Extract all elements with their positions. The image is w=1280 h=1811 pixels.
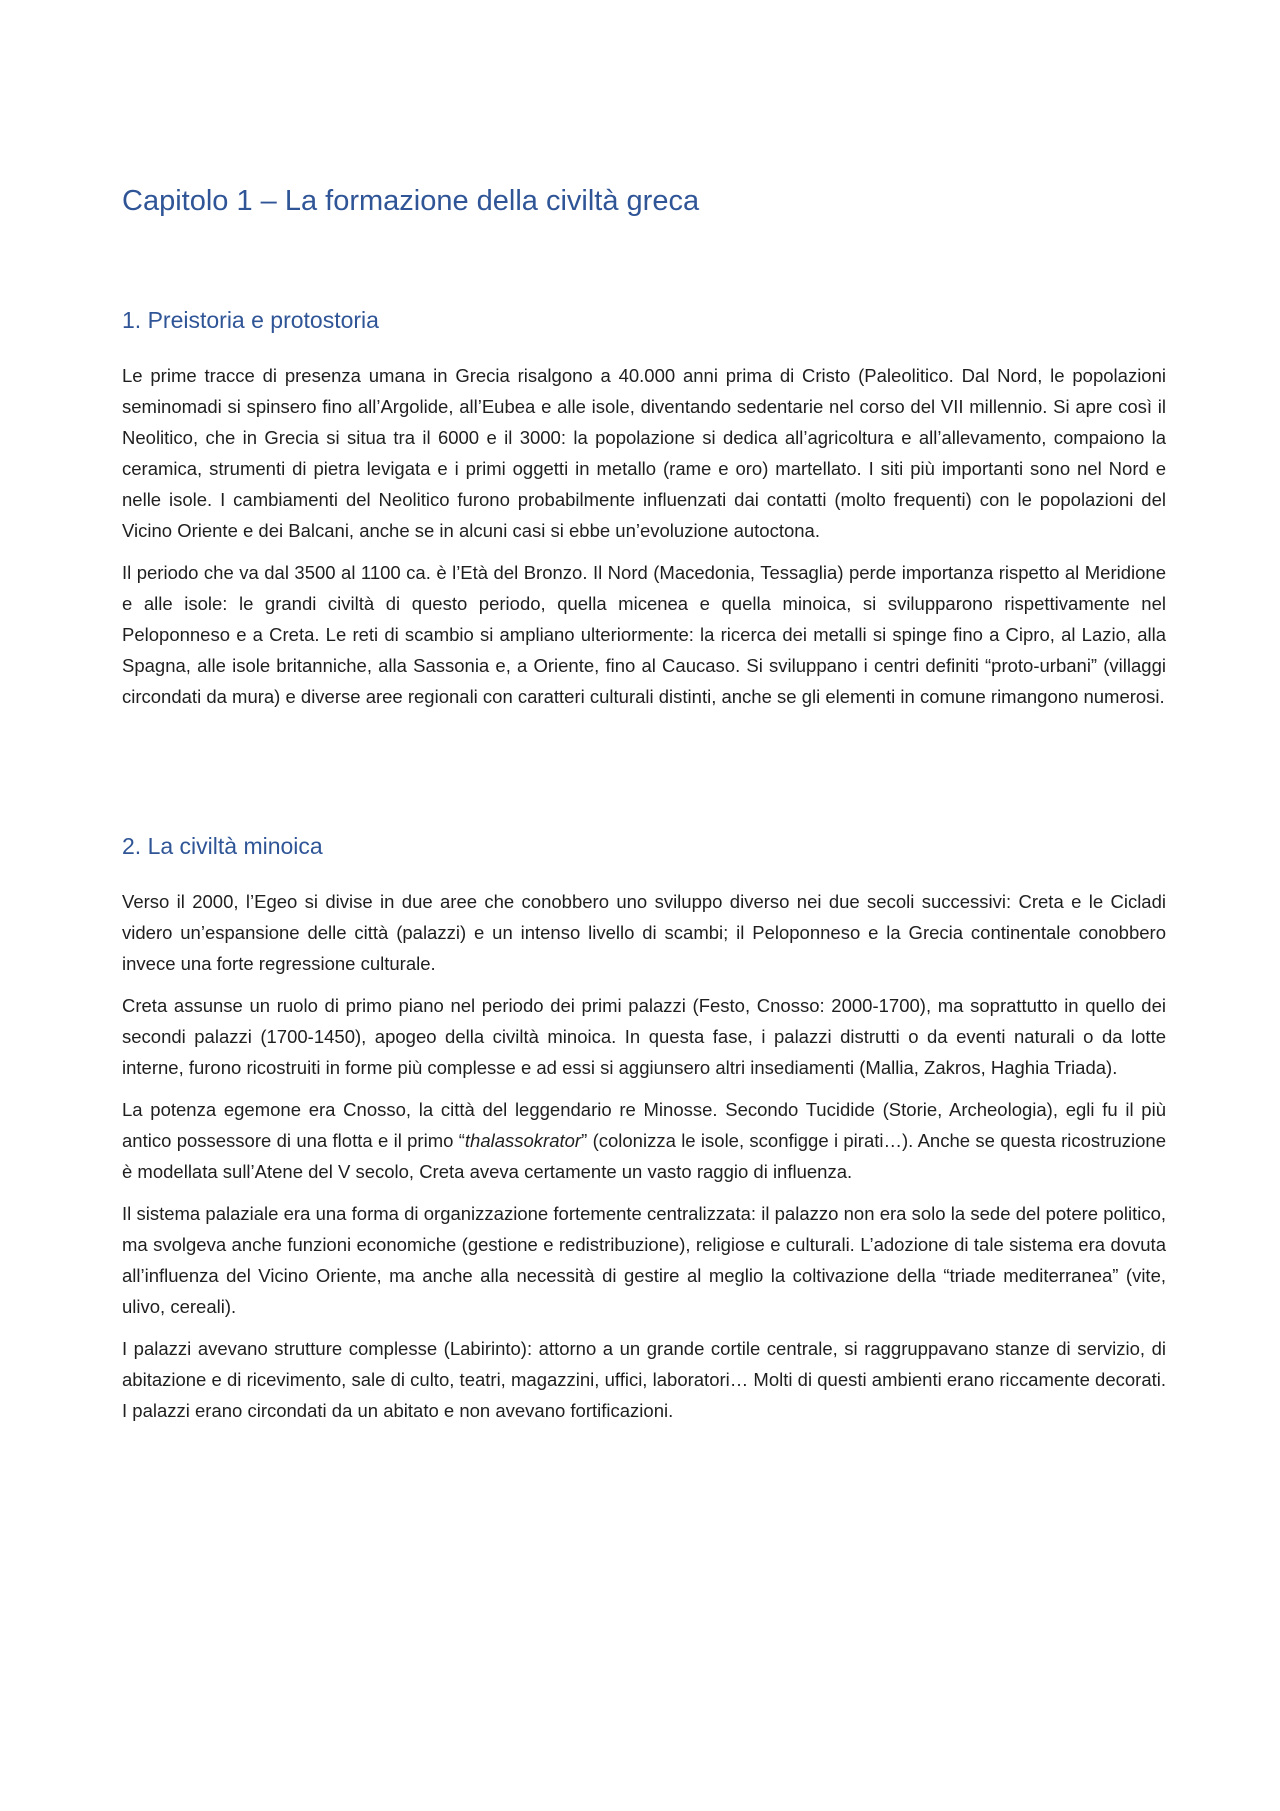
paragraph: I palazzi avevano strutture complesse (Labirinto): attorno a un grande cortile centrale, si raggruppavano stanze di servizio, di abitazione e di ricevimento, sale di culto, teatri, magazzini, uffici, laboratori… Molti di questi ambienti erano riccamente decorati. I palazzi erano circondati da un abitato e non avevano fortificazioni. [122,1338,1166,1421]
paragraph-text: La potenza egemone era Cnosso, la città del leggendario re Minosse. Secondo Tucidide (Storie, Archeologia), egli fu il più antico possessore di una flotta e il primo “ [122,1099,1166,1151]
paragraph [122,1094,1166,1187]
paragraph: Le prime tracce di presenza umana in Grecia risalgono a 40.000 anni prima di Cristo (Paleolitico. Dal Nord, le popolazioni seminomadi si spinsero fino all’Argolide, all’Eubea e alle isole, diventando sedentarie nel corso del VII millennio. Si apre così il Neolitico, che in Grecia si situa tra il 6000 e il 3000: la popolazione si dedica all’agricoltura e all’allevamento, compaiono la ceramica, strumenti di pietra levigata e i primi oggetti in metallo (rame e oro) martellato. I siti più importanti sono nel Nord e nelle isole. I cambiamenti del Neolitico furono probabilmente influenzati dai contatti (molto frequenti) con le popolazioni del Vicino Oriente e dei Balcani, anche se in alcuni casi si ebbe un’evoluzione autoctona. [122,365,1166,541]
chapter-title: Capitolo 1 – La formazione della civiltà greca [122,185,700,217]
section-civilta-minoica [122,826,1166,1426]
section-title: 1. Preistoria e protostoria [122,307,379,333]
paragraph: Il periodo che va dal 3500 al 1100 ca. è l’Età del Bronzo. Il Nord (Macedonia, Tessaglia) perde importanza rispetto al Meridione e alle isole: le grandi civiltà di questo periodo, quella micenea e quella minoica, si svilupparono rispettivamente nel Peloponneso e a Creta. Le reti di scambio si ampliano ulteriormente: la ricerca dei metalli si spinge fino a Cipro, al Lazio, alla Spagna, alle isole britanniche, alla Sassonia e, a Oriente, fino al Caucaso. Si sviluppano i centri definiti “proto-urbani” (villaggi circondati da mura) e diverse aree regionali con caratteri culturali distinti, anche se gli elementi in comune rimangono numerosi. [122,562,1166,707]
paragraph: Il sistema palaziale era una forma di organizzazione fortemente centralizzata: il palazzo non era solo la sede del potere politico, ma svolgeva anche funzioni economiche (gestione e redistribuzione), religiose e culturali. L’adozione di tale sistema era dovuta all’influenza del Vicino Oriente, ma anche alla necessità di gestire al meglio la coltivazione della “triade mediterranea” (vite, ulivo, cereali). [122,1203,1166,1317]
paragraph-text: ” (colonizza le isole, sconfigge i pirati…). Anche se questa ricostruzione è modellata sull’Atene del V secolo, Creta aveva certamente un vasto raggio di influenza. [122,1130,1166,1182]
document-body [122,176,1166,1426]
italic-term: thalassokrator [464,1130,582,1151]
section-title: 2. La civiltà minoica [122,833,323,859]
paragraph: Verso il 2000, l’Egeo si divise in due aree che conobbero uno sviluppo diverso nei due secoli successivi: Creta e le Cicladi videro un’espansione delle città (palazzi) e un intenso livello di scambi; il Peloponneso e la Grecia continentale conobbero invece una forte regressione culturale. [122,891,1166,974]
paragraph: Creta assunse un ruolo di primo piano nel periodo dei primi palazzi (Festo, Cnosso: 2000-1700), ma soprattutto in quello dei secondi palazzi (1700-1450), apogeo della civiltà minoica. In questa fase, i palazzi distrutti o da eventi naturali o da lotte interne, furono ricostruiti in forme più complesse e ad essi si aggiunsero altri insediamenti (Mallia, Zakros, Haghia Triada). [122,995,1166,1078]
section-preistoria [122,300,1166,712]
